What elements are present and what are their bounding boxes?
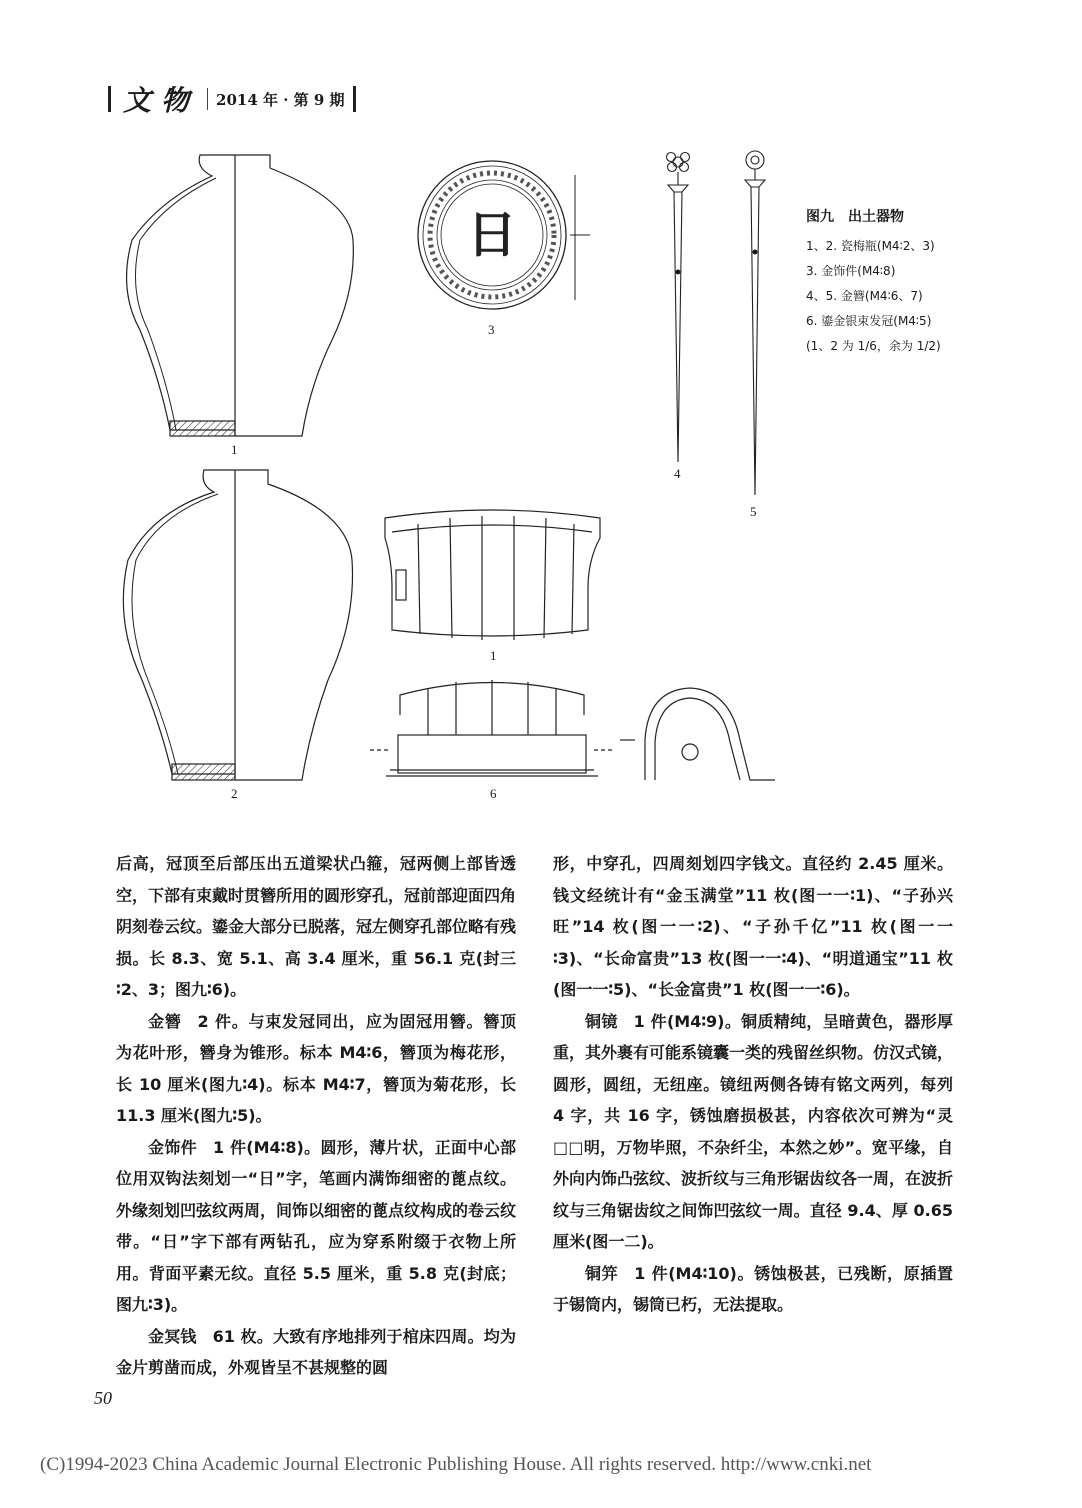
figure-label-6: 6 [490,786,497,801]
paragraph [116,1321,516,1384]
text-column-left [116,848,516,1384]
item-term: 铜笄 [585,1263,619,1283]
figure-label-crown-view: 1 [490,648,497,663]
caption-item: (1、2 为 1/6，余为 1/2) [806,339,941,353]
caption-item: 6. 鎏金银束发冠(M4∶5) [806,314,932,328]
figure-label-4: 4 [674,466,681,481]
figure-label-5: 5 [750,504,757,519]
gold-hairpin-5 [745,151,765,495]
paragraph [553,1258,953,1321]
header-rule-right [353,86,356,112]
paragraph-text: 1 件(M4∶10)。锈蚀极甚，已残断，原插置于锡筒内，锡筒已朽，无法提取。 [553,1263,953,1314]
journal-title: 文物 [123,84,200,117]
item-term: 金簪 [148,1011,182,1031]
paragraph [116,1132,516,1321]
issue-label: 2014 年 · 第 9 期 [216,90,345,109]
figure-caption [806,206,986,359]
item-term: 金饰件 [148,1137,197,1157]
figure-label-3: 3 [488,322,495,337]
figure-label-2: 2 [231,786,238,801]
paragraph-text: 1 件(M4∶8)。圆形，薄片状，正面中心部位用双钩法刻划一“日”字，笔画内满饰细密的蓖点纹。外缘刻划凹弦纹两周，间饰以细密的蓖点纹构成的卷云纹带。“日”字下部有两钻孔，应为穿系附缀于衣物上所用。背面平素无纹。直径 5.5 厘米，重 5.8 克(封底；图九∶3)。 [116,1137,517,1314]
paragraph [116,1006,516,1132]
header-rule-left [108,86,111,112]
caption-title: 图九 出土器物 [806,209,904,225]
text-column-right [553,848,953,1321]
caption-item: 3. 金饰件(M4∶8) [806,264,896,278]
paragraph: 后高，冠顶至后部压出五道梁状凸箍，冠两侧上部皆透空，下部有束戴时贯簪所用的圆形穿孔，冠前部迎面四角阴刻卷云纹。鎏金大部分已脱落，冠左侧穿孔部位略有残损。长 8.3、宽 5.1、高 3.4 厘米，重 56.1 克(封三∶2、3；图九∶6)。 [116,854,517,999]
running-header [108,84,356,117]
crown-side-view [620,688,775,780]
caption-item: 1、2. 瓷梅瓶(M4∶2、3) [806,239,935,253]
item-term: 铜镜 [585,1011,618,1031]
item-term: 金冥钱 [148,1326,197,1346]
copyright-footer: (C)1994-2023 China Academic Journal Electronic Publishing House. All rights reserved. http://www.cnki.net [40,1454,872,1475]
paragraph-text: 2 件。与束发冠同出，应为固冠用簪。簪顶为花叶形，簪身为锥形。标本 M4∶6，簪顶为梅花形，长 10 厘米(图九∶4)。标本 M4∶7，簪顶为菊花形，长 11.3 厘米(图九∶5)。 [116,1011,516,1125]
meiping-vase-2 [123,470,352,780]
ornament-character: 日 [467,205,517,264]
gold-hairpin-4 [667,153,690,463]
caption-item: 4、5. 金簪(M4∶6、7) [806,289,923,303]
crown-front-view [370,680,614,776]
paragraph-text: 61 枚。大致有序地排列于棺床四周。均为金片剪凿而成，外观皆呈不甚规整的圆 [116,1326,516,1377]
page-number: 50 [94,1388,112,1408]
crown-top-view [385,510,600,640]
meiping-vase-1 [127,155,354,436]
paragraph-text: 1 件(M4∶9)。铜质精纯，呈暗黄色，器形厚重，其外裹有可能系镜囊一类的残留丝织物。仿汉式镜，圆形，圆纽，无纽座。镜纽两侧各铸有铭文两列，每列 4 字，共 16 字，锈蚀磨损极甚，内容依次可辨为“灵□□明，万物毕照，不杂纤尘，本然之妙”。宽平缘，自外向内饰凸弦纹、波折纹与三角形锯齿纹各一周，在波折纹与三角锯齿纹之间饰凹弦纹一周。直径 9.4、厚 0.65 厘米(图一二)。 [553,1011,954,1251]
figure-label-1: 1 [231,442,238,457]
paragraph: 形，中穿孔，四周刻划四字钱文。直径约 2.45 厘米。钱文经统计有“金玉满堂”11 枚(图一一∶1)、“子孙兴旺”14 枚(图一一∶2)、“子孙千亿”11 枚(图一一∶3)、“长命富贵”13 枚(图一一∶4)、“明道通宝”11 枚(图一一∶5)、“长金富贵”1 枚(图一一∶6)。 [553,854,953,999]
header-divider [207,88,208,110]
paragraph [553,1006,953,1258]
